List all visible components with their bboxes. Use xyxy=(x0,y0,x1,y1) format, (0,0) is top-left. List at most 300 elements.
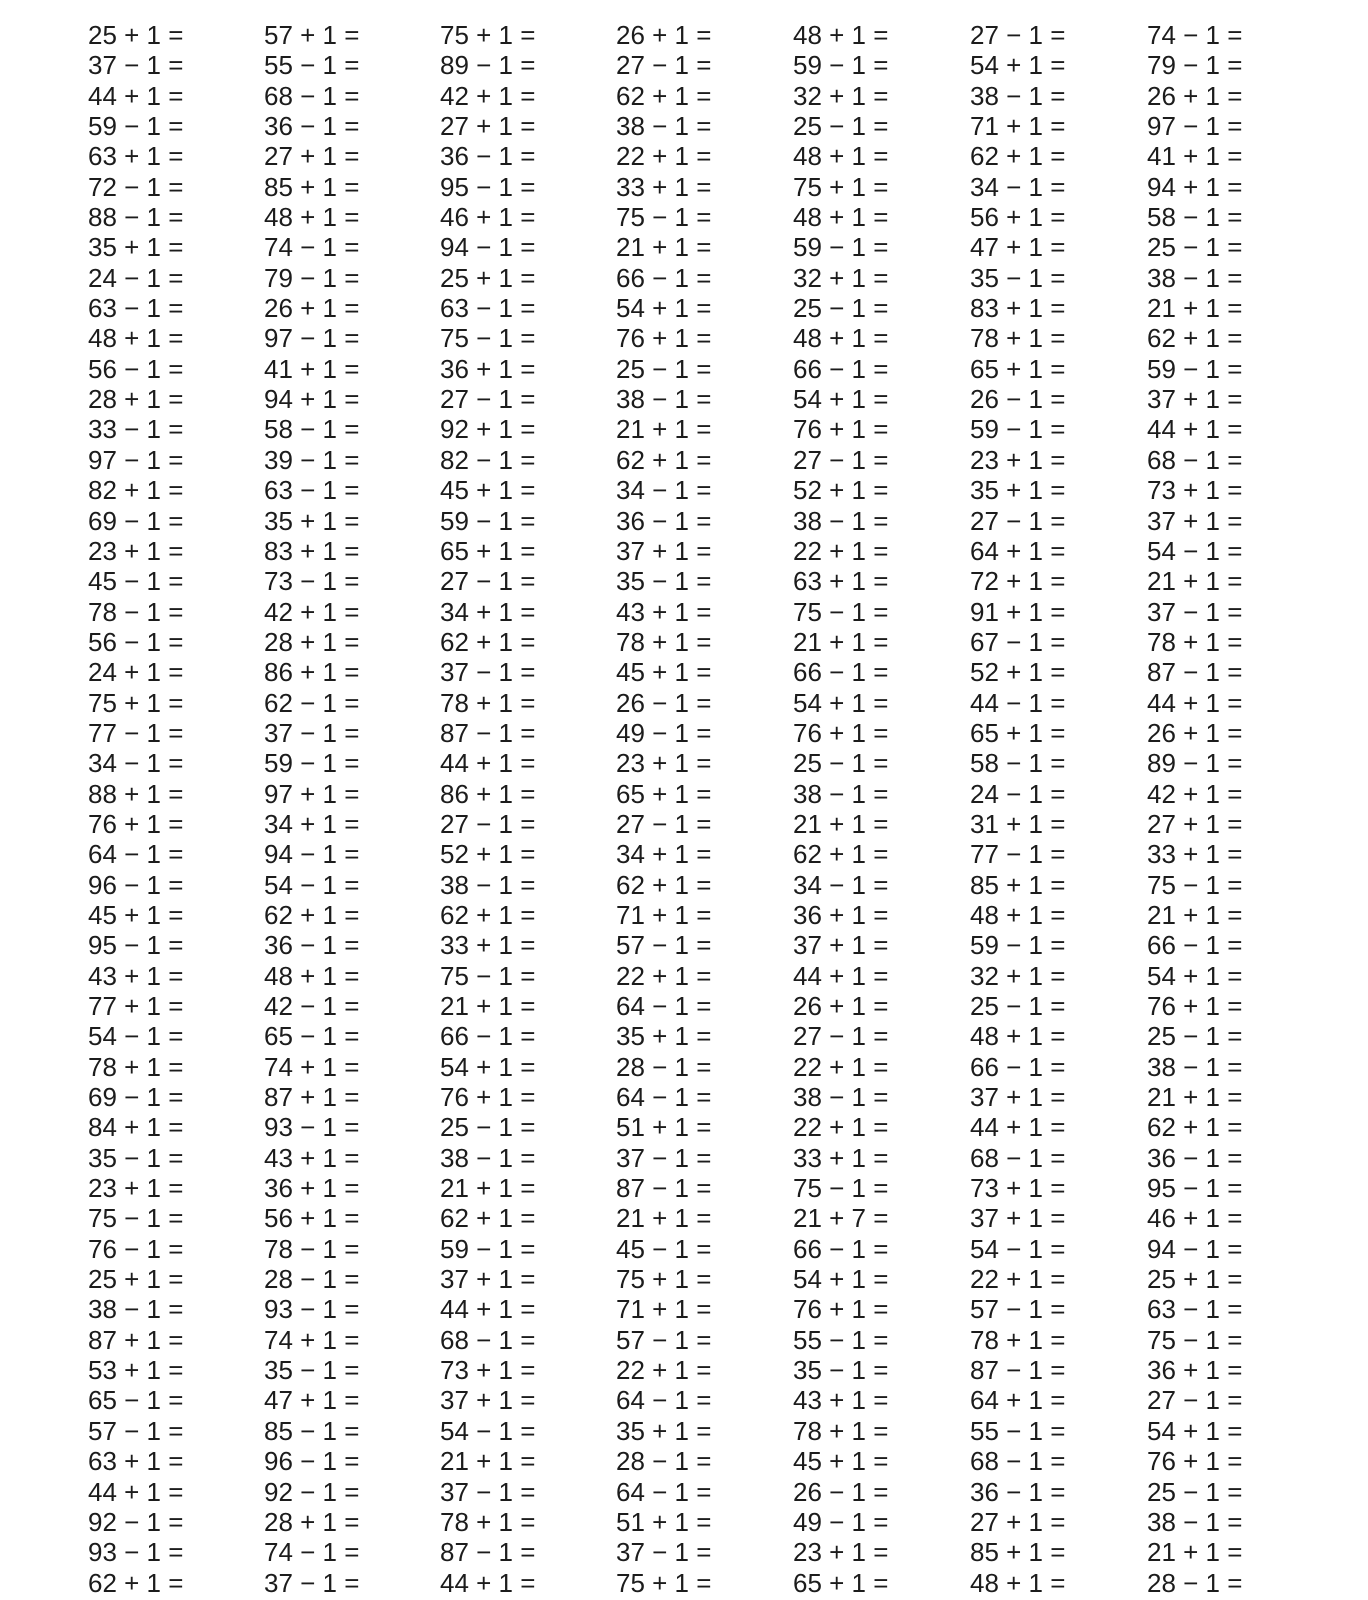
arithmetic-problem: 97 − 1 = xyxy=(1147,111,1243,142)
arithmetic-problem: 79 − 1 = xyxy=(1147,50,1243,81)
arithmetic-problem: 92 − 1 = xyxy=(88,1506,184,1537)
arithmetic-problem: 97 + 1 = xyxy=(264,778,360,809)
arithmetic-problem: 22 + 1 = xyxy=(970,1264,1066,1295)
arithmetic-problem: 74 − 1 = xyxy=(264,232,360,263)
arithmetic-problem: 64 − 1 = xyxy=(88,839,184,870)
problem-column-6 xyxy=(970,20,1140,1598)
arithmetic-problem: 78 + 1 = xyxy=(1147,626,1243,657)
arithmetic-problem: 45 + 1 = xyxy=(793,1446,889,1477)
arithmetic-problem: 86 + 1 = xyxy=(264,657,360,688)
arithmetic-problem: 62 + 1 = xyxy=(793,839,889,870)
arithmetic-problem: 55 − 1 = xyxy=(970,1415,1066,1446)
arithmetic-problem: 27 − 1 = xyxy=(1147,1385,1243,1416)
arithmetic-problem: 95 − 1 = xyxy=(440,171,536,202)
arithmetic-problem: 27 + 1 = xyxy=(264,141,360,172)
arithmetic-problem: 25 − 1 = xyxy=(970,991,1066,1021)
arithmetic-problem: 28 − 1 = xyxy=(616,1051,712,1082)
arithmetic-problem: 34 − 1 = xyxy=(970,171,1066,202)
arithmetic-problem: 21 + 1 = xyxy=(616,414,712,445)
arithmetic-problem: 57 + 1 = xyxy=(264,20,360,50)
arithmetic-problem: 93 − 1 = xyxy=(264,1112,360,1143)
arithmetic-problem: 36 − 1 = xyxy=(1147,1142,1243,1173)
arithmetic-problem: 62 + 1 = xyxy=(440,626,536,657)
arithmetic-problem: 87 − 1 = xyxy=(1147,657,1243,688)
arithmetic-problem: 28 + 1 = xyxy=(264,626,360,657)
arithmetic-problem: 68 − 1 = xyxy=(440,1324,536,1355)
arithmetic-problem: 75 − 1 = xyxy=(440,323,536,354)
arithmetic-problem: 62 − 1 = xyxy=(264,687,360,718)
arithmetic-problem: 35 + 1 = xyxy=(616,1021,712,1052)
arithmetic-problem: 23 + 1 = xyxy=(88,1173,184,1204)
arithmetic-problem: 68 − 1 = xyxy=(970,1446,1066,1477)
arithmetic-problem: 21 + 7 = xyxy=(793,1203,889,1234)
arithmetic-problem: 66 − 1 = xyxy=(616,262,712,293)
arithmetic-problem: 73 + 1 = xyxy=(440,1355,536,1386)
arithmetic-problem: 59 − 1 = xyxy=(264,748,360,779)
arithmetic-problem: 25 − 1 = xyxy=(1147,232,1243,263)
arithmetic-problem: 24 − 1 = xyxy=(970,778,1066,809)
arithmetic-problem: 27 − 1 = xyxy=(440,384,536,415)
problem-column-5 xyxy=(793,20,963,1598)
arithmetic-problem: 85 + 1 = xyxy=(264,171,360,202)
arithmetic-problem: 96 − 1 = xyxy=(88,869,184,900)
arithmetic-problem: 66 − 1 = xyxy=(793,1233,889,1264)
arithmetic-problem: 56 + 1 = xyxy=(970,202,1066,233)
arithmetic-problem: 21 + 1 = xyxy=(440,991,536,1021)
arithmetic-problem: 59 − 1 = xyxy=(1147,353,1243,384)
arithmetic-problem: 74 + 1 = xyxy=(264,1051,360,1082)
arithmetic-problem: 62 + 1 = xyxy=(616,869,712,900)
arithmetic-problem: 78 + 1 = xyxy=(970,323,1066,354)
arithmetic-problem: 25 + 1 = xyxy=(88,1264,184,1295)
arithmetic-problem: 21 + 1 = xyxy=(616,1203,712,1234)
arithmetic-problem: 64 − 1 = xyxy=(616,1476,712,1507)
arithmetic-problem: 75 + 1 = xyxy=(88,687,184,718)
arithmetic-problem: 54 − 1 = xyxy=(970,1233,1066,1264)
arithmetic-problem: 75 − 1 = xyxy=(1147,869,1243,900)
arithmetic-problem: 48 + 1 = xyxy=(793,202,889,233)
arithmetic-problem: 64 + 1 = xyxy=(970,535,1066,566)
arithmetic-problem: 93 − 1 = xyxy=(264,1294,360,1325)
arithmetic-problem: 27 − 1 = xyxy=(970,20,1066,50)
arithmetic-problem: 44 + 1 = xyxy=(88,1476,184,1507)
arithmetic-problem: 35 − 1 = xyxy=(793,1355,889,1386)
arithmetic-problem: 58 − 1 = xyxy=(1147,202,1243,233)
arithmetic-problem: 59 − 1 = xyxy=(793,232,889,263)
arithmetic-problem: 22 + 1 = xyxy=(616,141,712,172)
arithmetic-problem: 37 + 1 = xyxy=(616,535,712,566)
arithmetic-problem: 59 − 1 = xyxy=(440,505,536,536)
arithmetic-problem: 52 + 1 = xyxy=(970,657,1066,688)
arithmetic-problem: 46 + 1 = xyxy=(1147,1203,1243,1234)
arithmetic-problem: 56 + 1 = xyxy=(264,1203,360,1234)
arithmetic-problem: 62 + 1 = xyxy=(616,444,712,475)
arithmetic-problem: 64 − 1 = xyxy=(616,1385,712,1416)
arithmetic-problem: 35 − 1 = xyxy=(970,262,1066,293)
arithmetic-problem: 76 + 1 = xyxy=(1147,1446,1243,1477)
arithmetic-problem: 36 + 1 = xyxy=(793,899,889,930)
arithmetic-problem: 38 − 1 = xyxy=(616,384,712,415)
arithmetic-problem: 36 − 1 = xyxy=(264,111,360,142)
arithmetic-problem: 28 + 1 = xyxy=(88,384,184,415)
arithmetic-problem: 33 + 1 = xyxy=(1147,839,1243,870)
arithmetic-problem: 37 − 1 = xyxy=(616,1537,712,1568)
arithmetic-problem: 93 − 1 = xyxy=(88,1537,184,1568)
arithmetic-problem: 22 + 1 = xyxy=(616,960,712,991)
arithmetic-problem: 44 + 1 = xyxy=(1147,687,1243,718)
arithmetic-problem: 85 + 1 = xyxy=(970,869,1066,900)
arithmetic-problem: 27 − 1 = xyxy=(793,444,889,475)
arithmetic-problem: 94 − 1 = xyxy=(1147,1233,1243,1264)
arithmetic-problem: 26 + 1 = xyxy=(264,293,360,324)
arithmetic-problem: 68 − 1 = xyxy=(1147,444,1243,475)
arithmetic-problem: 42 + 1 = xyxy=(1147,778,1243,809)
arithmetic-problem: 37 − 1 = xyxy=(616,1142,712,1173)
arithmetic-problem: 73 − 1 = xyxy=(264,566,360,597)
arithmetic-problem: 34 + 1 = xyxy=(440,596,536,627)
arithmetic-problem: 55 − 1 = xyxy=(793,1324,889,1355)
arithmetic-problem: 82 + 1 = xyxy=(88,475,184,506)
arithmetic-problem: 51 + 1 = xyxy=(616,1506,712,1537)
arithmetic-problem: 54 + 1 = xyxy=(793,687,889,718)
arithmetic-problem: 49 − 1 = xyxy=(793,1506,889,1537)
arithmetic-problem: 75 − 1 = xyxy=(440,960,536,991)
arithmetic-problem: 64 − 1 = xyxy=(616,991,712,1021)
arithmetic-problem: 38 − 1 = xyxy=(793,1082,889,1113)
arithmetic-problem: 54 − 1 = xyxy=(440,1415,536,1446)
arithmetic-problem: 56 − 1 = xyxy=(88,353,184,384)
arithmetic-problem: 38 − 1 = xyxy=(793,505,889,536)
arithmetic-problem: 89 − 1 = xyxy=(1147,748,1243,779)
arithmetic-problem: 26 + 1 = xyxy=(793,991,889,1021)
arithmetic-problem: 76 + 1 = xyxy=(616,323,712,354)
arithmetic-problem: 45 − 1 = xyxy=(88,566,184,597)
arithmetic-problem: 97 − 1 = xyxy=(264,323,360,354)
arithmetic-problem: 28 − 1 = xyxy=(616,1446,712,1477)
arithmetic-problem: 27 + 1 = xyxy=(970,1506,1066,1537)
arithmetic-problem: 37 − 1 = xyxy=(440,1476,536,1507)
arithmetic-problem: 75 − 1 = xyxy=(88,1203,184,1234)
arithmetic-problem: 75 − 1 = xyxy=(793,1173,889,1204)
arithmetic-problem: 85 − 1 = xyxy=(264,1415,360,1446)
arithmetic-problem: 87 − 1 = xyxy=(970,1355,1066,1386)
arithmetic-problem: 53 + 1 = xyxy=(88,1355,184,1386)
arithmetic-problem: 76 + 1 = xyxy=(793,414,889,445)
arithmetic-problem: 75 − 1 = xyxy=(616,202,712,233)
arithmetic-problem: 63 + 1 = xyxy=(793,566,889,597)
arithmetic-problem: 37 − 1 = xyxy=(264,1567,360,1598)
arithmetic-problem: 75 − 1 = xyxy=(793,596,889,627)
arithmetic-problem: 26 − 1 = xyxy=(970,384,1066,415)
arithmetic-problem: 26 + 1 = xyxy=(1147,80,1243,111)
arithmetic-problem: 95 − 1 = xyxy=(1147,1173,1243,1204)
arithmetic-problem: 87 + 1 = xyxy=(264,1082,360,1113)
arithmetic-problem: 59 − 1 = xyxy=(440,1233,536,1264)
arithmetic-problem: 57 − 1 = xyxy=(616,930,712,961)
arithmetic-problem: 23 + 1 = xyxy=(88,535,184,566)
arithmetic-problem: 65 − 1 = xyxy=(264,1021,360,1052)
arithmetic-problem: 48 + 1 = xyxy=(970,1021,1066,1052)
arithmetic-problem: 54 + 1 = xyxy=(793,1264,889,1295)
arithmetic-problem: 23 + 1 = xyxy=(793,1537,889,1568)
arithmetic-problem: 37 + 1 = xyxy=(440,1385,536,1416)
arithmetic-problem: 76 + 1 = xyxy=(440,1082,536,1113)
arithmetic-problem: 79 − 1 = xyxy=(264,262,360,293)
arithmetic-problem: 87 − 1 = xyxy=(440,717,536,748)
arithmetic-problem: 37 + 1 = xyxy=(440,1264,536,1295)
arithmetic-problem: 37 − 1 = xyxy=(440,657,536,688)
arithmetic-problem: 32 + 1 = xyxy=(793,262,889,293)
arithmetic-problem: 36 − 1 = xyxy=(616,505,712,536)
arithmetic-problem: 37 + 1 = xyxy=(1147,505,1243,536)
arithmetic-problem: 31 + 1 = xyxy=(970,808,1066,839)
arithmetic-problem: 78 + 1 = xyxy=(440,687,536,718)
arithmetic-problem: 54 + 1 = xyxy=(1147,960,1243,991)
problem-column-3 xyxy=(440,20,610,1598)
arithmetic-problem: 63 − 1 = xyxy=(1147,1294,1243,1325)
arithmetic-problem: 21 + 1 = xyxy=(440,1173,536,1204)
arithmetic-problem: 38 − 1 = xyxy=(1147,1051,1243,1082)
arithmetic-problem: 62 + 1 = xyxy=(440,1203,536,1234)
arithmetic-problem: 47 + 1 = xyxy=(970,232,1066,263)
arithmetic-problem: 73 + 1 = xyxy=(1147,475,1243,506)
arithmetic-problem: 48 + 1 = xyxy=(264,960,360,991)
arithmetic-problem: 65 + 1 = xyxy=(793,1567,889,1598)
arithmetic-problem: 22 + 1 = xyxy=(793,535,889,566)
arithmetic-problem: 42 + 1 = xyxy=(264,596,360,627)
arithmetic-problem: 59 − 1 = xyxy=(970,414,1066,445)
arithmetic-problem: 71 + 1 = xyxy=(616,1294,712,1325)
arithmetic-problem: 44 − 1 = xyxy=(970,687,1066,718)
arithmetic-problem: 37 − 1 = xyxy=(264,717,360,748)
arithmetic-problem: 43 + 1 = xyxy=(793,1385,889,1416)
arithmetic-problem: 36 − 1 = xyxy=(440,141,536,172)
arithmetic-problem: 64 − 1 = xyxy=(616,1082,712,1113)
arithmetic-problem: 54 + 1 = xyxy=(616,293,712,324)
arithmetic-problem: 73 + 1 = xyxy=(970,1173,1066,1204)
arithmetic-problem: 37 + 1 = xyxy=(970,1203,1066,1234)
arithmetic-problem: 27 − 1 = xyxy=(616,808,712,839)
arithmetic-problem: 42 + 1 = xyxy=(440,80,536,111)
arithmetic-problem: 44 + 1 = xyxy=(793,960,889,991)
arithmetic-problem: 52 + 1 = xyxy=(793,475,889,506)
arithmetic-problem: 38 − 1 = xyxy=(440,1142,536,1173)
arithmetic-problem: 72 + 1 = xyxy=(970,566,1066,597)
arithmetic-problem: 44 + 1 = xyxy=(970,1112,1066,1143)
arithmetic-problem: 24 + 1 = xyxy=(88,657,184,688)
arithmetic-problem: 87 − 1 = xyxy=(616,1173,712,1204)
arithmetic-problem: 84 + 1 = xyxy=(88,1112,184,1143)
arithmetic-problem: 95 − 1 = xyxy=(88,930,184,961)
arithmetic-problem: 25 − 1 = xyxy=(793,748,889,779)
arithmetic-problem: 27 − 1 = xyxy=(970,505,1066,536)
arithmetic-problem: 48 + 1 = xyxy=(970,1567,1066,1598)
arithmetic-problem: 38 − 1 = xyxy=(616,111,712,142)
arithmetic-problem: 63 − 1 = xyxy=(440,293,536,324)
arithmetic-problem: 33 + 1 = xyxy=(616,171,712,202)
arithmetic-problem: 97 − 1 = xyxy=(88,444,184,475)
arithmetic-problem: 59 − 1 = xyxy=(970,930,1066,961)
arithmetic-problem: 38 − 1 = xyxy=(88,1294,184,1325)
arithmetic-problem: 28 − 1 = xyxy=(1147,1567,1243,1598)
arithmetic-problem: 62 + 1 = xyxy=(88,1567,184,1598)
arithmetic-problem: 26 − 1 = xyxy=(616,687,712,718)
arithmetic-problem: 65 − 1 = xyxy=(88,1385,184,1416)
arithmetic-problem: 38 − 1 = xyxy=(1147,1506,1243,1537)
arithmetic-problem: 49 − 1 = xyxy=(616,717,712,748)
arithmetic-problem: 75 + 1 = xyxy=(793,171,889,202)
arithmetic-problem: 55 − 1 = xyxy=(264,50,360,81)
arithmetic-problem: 25 + 1 = xyxy=(440,262,536,293)
arithmetic-problem: 25 − 1 = xyxy=(440,1112,536,1143)
arithmetic-problem: 78 − 1 = xyxy=(88,596,184,627)
arithmetic-problem: 66 − 1 = xyxy=(793,353,889,384)
arithmetic-problem: 35 + 1 = xyxy=(88,232,184,263)
arithmetic-problem: 65 + 1 = xyxy=(616,778,712,809)
arithmetic-problem: 41 + 1 = xyxy=(1147,141,1243,172)
arithmetic-problem: 77 − 1 = xyxy=(88,717,184,748)
arithmetic-problem: 75 + 1 = xyxy=(440,20,536,50)
arithmetic-problem: 21 + 1 = xyxy=(1147,1082,1243,1113)
arithmetic-problem: 43 + 1 = xyxy=(88,960,184,991)
arithmetic-problem: 26 + 1 = xyxy=(1147,717,1243,748)
arithmetic-problem: 56 − 1 = xyxy=(88,626,184,657)
arithmetic-problem: 45 − 1 = xyxy=(616,1233,712,1264)
arithmetic-problem: 76 − 1 = xyxy=(88,1233,184,1264)
arithmetic-problem: 48 + 1 = xyxy=(793,141,889,172)
arithmetic-problem: 27 − 1 = xyxy=(440,566,536,597)
arithmetic-problem: 86 + 1 = xyxy=(440,778,536,809)
arithmetic-problem: 27 − 1 = xyxy=(440,808,536,839)
arithmetic-problem: 26 + 1 = xyxy=(616,20,712,50)
arithmetic-problem: 34 − 1 = xyxy=(616,475,712,506)
arithmetic-problem: 66 − 1 = xyxy=(793,657,889,688)
arithmetic-problem: 62 + 1 = xyxy=(440,899,536,930)
arithmetic-problem: 36 − 1 = xyxy=(264,930,360,961)
arithmetic-problem: 54 + 1 = xyxy=(970,50,1066,81)
arithmetic-problem: 38 − 1 = xyxy=(440,869,536,900)
arithmetic-problem: 57 − 1 = xyxy=(970,1294,1066,1325)
arithmetic-problem: 67 − 1 = xyxy=(970,626,1066,657)
arithmetic-problem: 22 + 1 = xyxy=(616,1355,712,1386)
arithmetic-problem: 54 − 1 = xyxy=(1147,535,1243,566)
arithmetic-problem: 54 − 1 = xyxy=(88,1021,184,1052)
arithmetic-problem: 63 + 1 = xyxy=(88,1446,184,1477)
arithmetic-problem: 76 + 1 = xyxy=(1147,991,1243,1021)
arithmetic-problem: 26 − 1 = xyxy=(793,1476,889,1507)
arithmetic-problem: 96 − 1 = xyxy=(264,1446,360,1477)
arithmetic-problem: 46 + 1 = xyxy=(440,202,536,233)
arithmetic-problem: 41 + 1 = xyxy=(264,353,360,384)
arithmetic-problem: 78 + 1 = xyxy=(970,1324,1066,1355)
problem-column-7 xyxy=(1147,20,1317,1598)
arithmetic-problem: 22 + 1 = xyxy=(793,1112,889,1143)
arithmetic-problem: 44 + 1 = xyxy=(440,748,536,779)
arithmetic-problem: 63 + 1 = xyxy=(88,141,184,172)
arithmetic-problem: 45 + 1 = xyxy=(616,657,712,688)
arithmetic-problem: 76 + 1 = xyxy=(793,1294,889,1325)
arithmetic-problem: 77 + 1 = xyxy=(88,991,184,1021)
arithmetic-problem: 37 + 1 = xyxy=(970,1082,1066,1113)
arithmetic-problem: 23 + 1 = xyxy=(616,748,712,779)
arithmetic-problem: 71 + 1 = xyxy=(616,899,712,930)
arithmetic-problem: 78 + 1 = xyxy=(88,1051,184,1082)
arithmetic-problem: 25 + 1 = xyxy=(88,20,184,50)
arithmetic-problem: 36 + 1 = xyxy=(1147,1355,1243,1386)
arithmetic-problem: 36 + 1 = xyxy=(440,353,536,384)
arithmetic-problem: 22 + 1 = xyxy=(793,1051,889,1082)
arithmetic-problem: 36 − 1 = xyxy=(970,1476,1066,1507)
arithmetic-problem: 39 − 1 = xyxy=(264,444,360,475)
problem-column-4 xyxy=(616,20,786,1598)
arithmetic-problem: 52 + 1 = xyxy=(440,839,536,870)
arithmetic-problem: 65 + 1 = xyxy=(970,353,1066,384)
arithmetic-problem: 37 − 1 = xyxy=(1147,596,1243,627)
arithmetic-problem: 76 + 1 = xyxy=(88,808,184,839)
arithmetic-problem: 75 − 1 = xyxy=(1147,1324,1243,1355)
arithmetic-problem: 57 − 1 = xyxy=(88,1415,184,1446)
arithmetic-problem: 35 − 1 = xyxy=(264,1355,360,1386)
arithmetic-problem: 69 − 1 = xyxy=(88,505,184,536)
arithmetic-problem: 92 − 1 = xyxy=(264,1476,360,1507)
arithmetic-problem: 27 − 1 = xyxy=(616,50,712,81)
arithmetic-problem: 33 + 1 = xyxy=(440,930,536,961)
arithmetic-problem: 25 − 1 = xyxy=(1147,1021,1243,1052)
arithmetic-problem: 48 + 1 = xyxy=(264,202,360,233)
arithmetic-problem: 38 − 1 = xyxy=(970,80,1066,111)
arithmetic-problem: 59 − 1 = xyxy=(88,111,184,142)
arithmetic-problem: 35 − 1 = xyxy=(616,566,712,597)
arithmetic-problem: 74 − 1 = xyxy=(264,1537,360,1568)
arithmetic-problem: 38 − 1 = xyxy=(1147,262,1243,293)
arithmetic-problem: 78 + 1 = xyxy=(440,1506,536,1537)
arithmetic-problem: 21 + 1 = xyxy=(793,808,889,839)
arithmetic-problem: 43 + 1 = xyxy=(264,1142,360,1173)
arithmetic-problem: 25 − 1 = xyxy=(1147,1476,1243,1507)
arithmetic-problem: 37 − 1 = xyxy=(88,50,184,81)
arithmetic-problem: 54 + 1 = xyxy=(1147,1415,1243,1446)
arithmetic-problem: 82 − 1 = xyxy=(440,444,536,475)
arithmetic-problem: 94 + 1 = xyxy=(1147,171,1243,202)
problem-column-1 xyxy=(88,20,258,1598)
arithmetic-problem: 33 − 1 = xyxy=(88,414,184,445)
arithmetic-problem: 92 + 1 = xyxy=(440,414,536,445)
arithmetic-problem: 34 − 1 = xyxy=(88,748,184,779)
arithmetic-problem: 94 − 1 = xyxy=(440,232,536,263)
arithmetic-problem: 87 + 1 = xyxy=(88,1324,184,1355)
arithmetic-problem: 32 + 1 = xyxy=(793,80,889,111)
arithmetic-problem: 44 + 1 = xyxy=(440,1294,536,1325)
arithmetic-problem: 45 + 1 = xyxy=(440,475,536,506)
arithmetic-problem: 63 − 1 = xyxy=(264,475,360,506)
arithmetic-problem: 35 + 1 = xyxy=(264,505,360,536)
arithmetic-problem: 54 + 1 = xyxy=(440,1051,536,1082)
arithmetic-problem: 57 − 1 = xyxy=(616,1324,712,1355)
arithmetic-problem: 45 + 1 = xyxy=(88,899,184,930)
arithmetic-problem: 83 + 1 = xyxy=(970,293,1066,324)
arithmetic-problem: 25 + 1 = xyxy=(1147,1264,1243,1295)
arithmetic-problem: 91 + 1 = xyxy=(970,596,1066,627)
arithmetic-problem: 23 + 1 = xyxy=(970,444,1066,475)
arithmetic-problem: 94 − 1 = xyxy=(264,839,360,870)
arithmetic-problem: 83 + 1 = xyxy=(264,535,360,566)
arithmetic-problem: 36 + 1 = xyxy=(264,1173,360,1204)
arithmetic-problem: 88 + 1 = xyxy=(88,778,184,809)
arithmetic-problem: 21 + 1 = xyxy=(1147,566,1243,597)
arithmetic-problem: 21 + 1 = xyxy=(1147,1537,1243,1568)
arithmetic-problem: 58 − 1 = xyxy=(264,414,360,445)
arithmetic-problem: 33 + 1 = xyxy=(793,1142,889,1173)
